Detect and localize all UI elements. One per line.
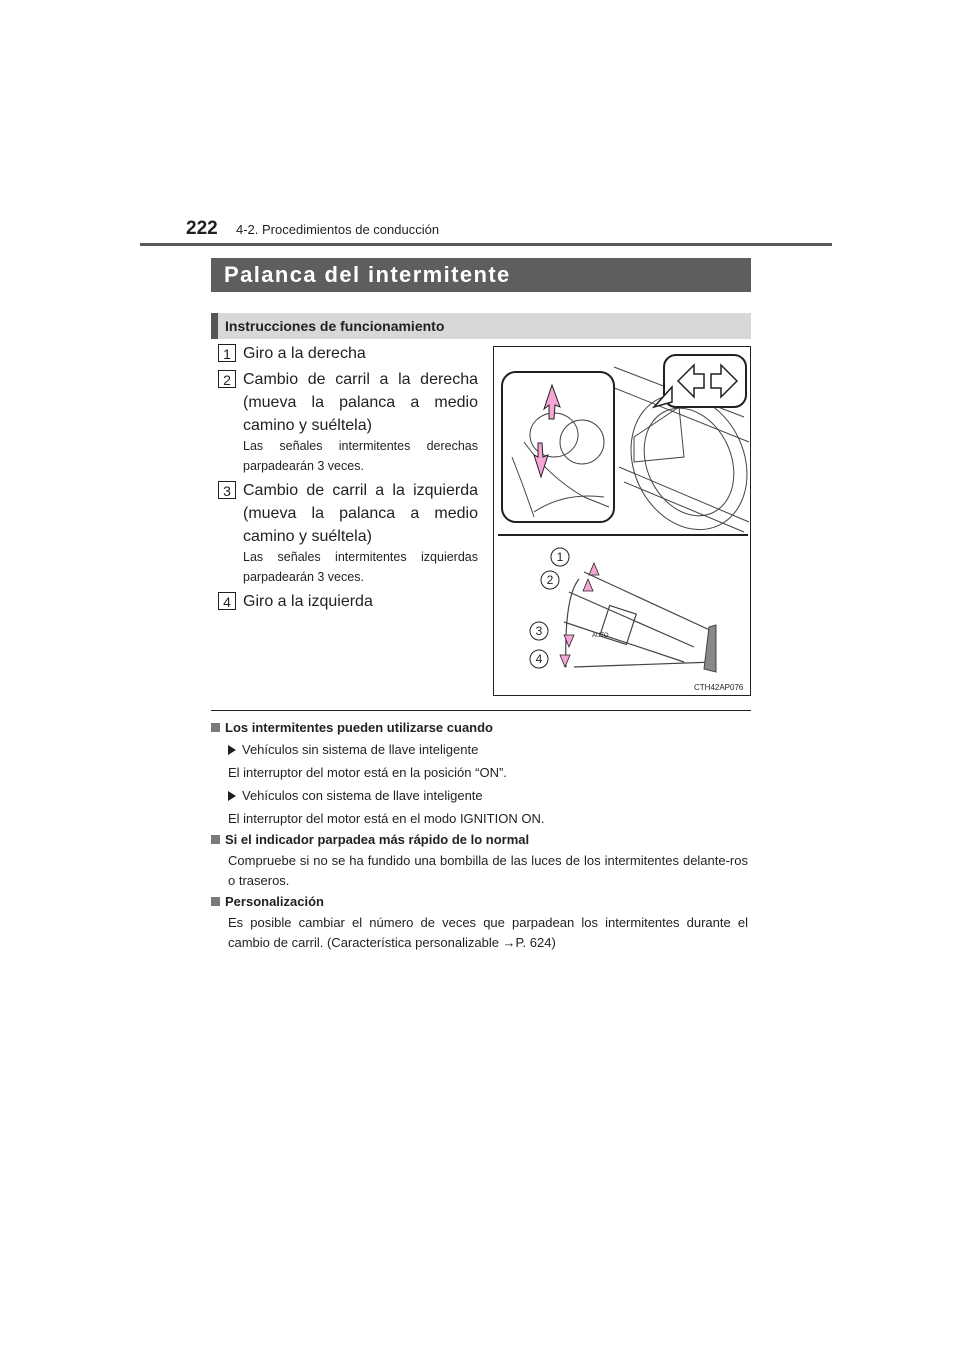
square-bullet-icon: [211, 835, 220, 844]
note-text-3: Es posible cambiar el número de veces que parpadean los intermitentes durante el cambio de carril. (Característica personalizable →P. 624): [228, 915, 748, 950]
item-number-3: 3: [218, 481, 236, 499]
lever-arrow-up-1: [589, 563, 599, 575]
lever-arrow-down-4: [560, 655, 570, 667]
note-text-2: Compruebe si no se ha fundido una bombilla de las luces de los intermitentes delante-ros o traseros.: [228, 853, 748, 888]
item-number-4: 4: [218, 592, 236, 610]
note-text-1b: El interruptor del motor está en el modo IGNITION ON.: [228, 811, 545, 826]
switch-auto-label: AUTO: [592, 633, 609, 639]
figure-code: CTH42AP076: [694, 683, 744, 692]
item-note-3: Las señales intermitentes izquierdas parpadearán 3 veces.: [243, 550, 478, 584]
illustration-drawing: [494, 347, 752, 697]
item-note-2: Las señales intermitentes derechas parpadearán 3 veces.: [243, 439, 478, 473]
triangle-bullet-icon: [228, 745, 236, 755]
page-title: Palanca del intermitente: [224, 262, 511, 287]
lever-arrow-up-2: [583, 579, 593, 591]
note-heading-3: Personalización: [211, 894, 324, 909]
item-text-2: Cambio de carril a la derecha (mueva la palanca a medio camino y suéltela): [243, 371, 478, 434]
note-label-1a: Vehículos sin sistema de llave inteligente: [228, 740, 748, 760]
item-number-1: 1: [218, 344, 236, 362]
note-label-1b: Vehículos con sistema de llave inteligente: [228, 786, 748, 806]
square-bullet-icon: [211, 723, 220, 732]
callout-1: 1: [556, 550, 564, 564]
section-divider: [211, 710, 751, 711]
callout-4: 4: [535, 652, 543, 666]
item-number-2: 2: [218, 370, 236, 388]
note-heading-2: Si el indicador parpadea más rápido de lo normal: [211, 832, 529, 847]
subtitle-bar-accent: [211, 313, 218, 339]
item-text-4: Giro a la izquierda: [243, 593, 373, 610]
square-bullet-icon: [211, 897, 220, 906]
note-heading-1: Los intermitentes pueden utilizarse cuando: [211, 720, 493, 735]
section-subtitle: Instrucciones de funcionamiento: [225, 318, 445, 334]
note-text-1a: El interruptor del motor está en la posición “ON”.: [228, 765, 507, 780]
callout-3: 3: [535, 624, 543, 638]
triangle-bullet-icon: [228, 791, 236, 801]
page-number: 222: [186, 218, 218, 239]
item-text-1: Giro a la derecha: [243, 345, 366, 362]
callout-2: 2: [546, 573, 554, 587]
turn-signal-illustration: [493, 346, 751, 696]
item-text-3: Cambio de carril a la izquierda (mueva la palanca a medio camino y suéltela): [243, 482, 478, 545]
section-breadcrumb: 4-2. Procedimientos de conducción: [236, 222, 440, 237]
header-rule: [140, 243, 832, 246]
